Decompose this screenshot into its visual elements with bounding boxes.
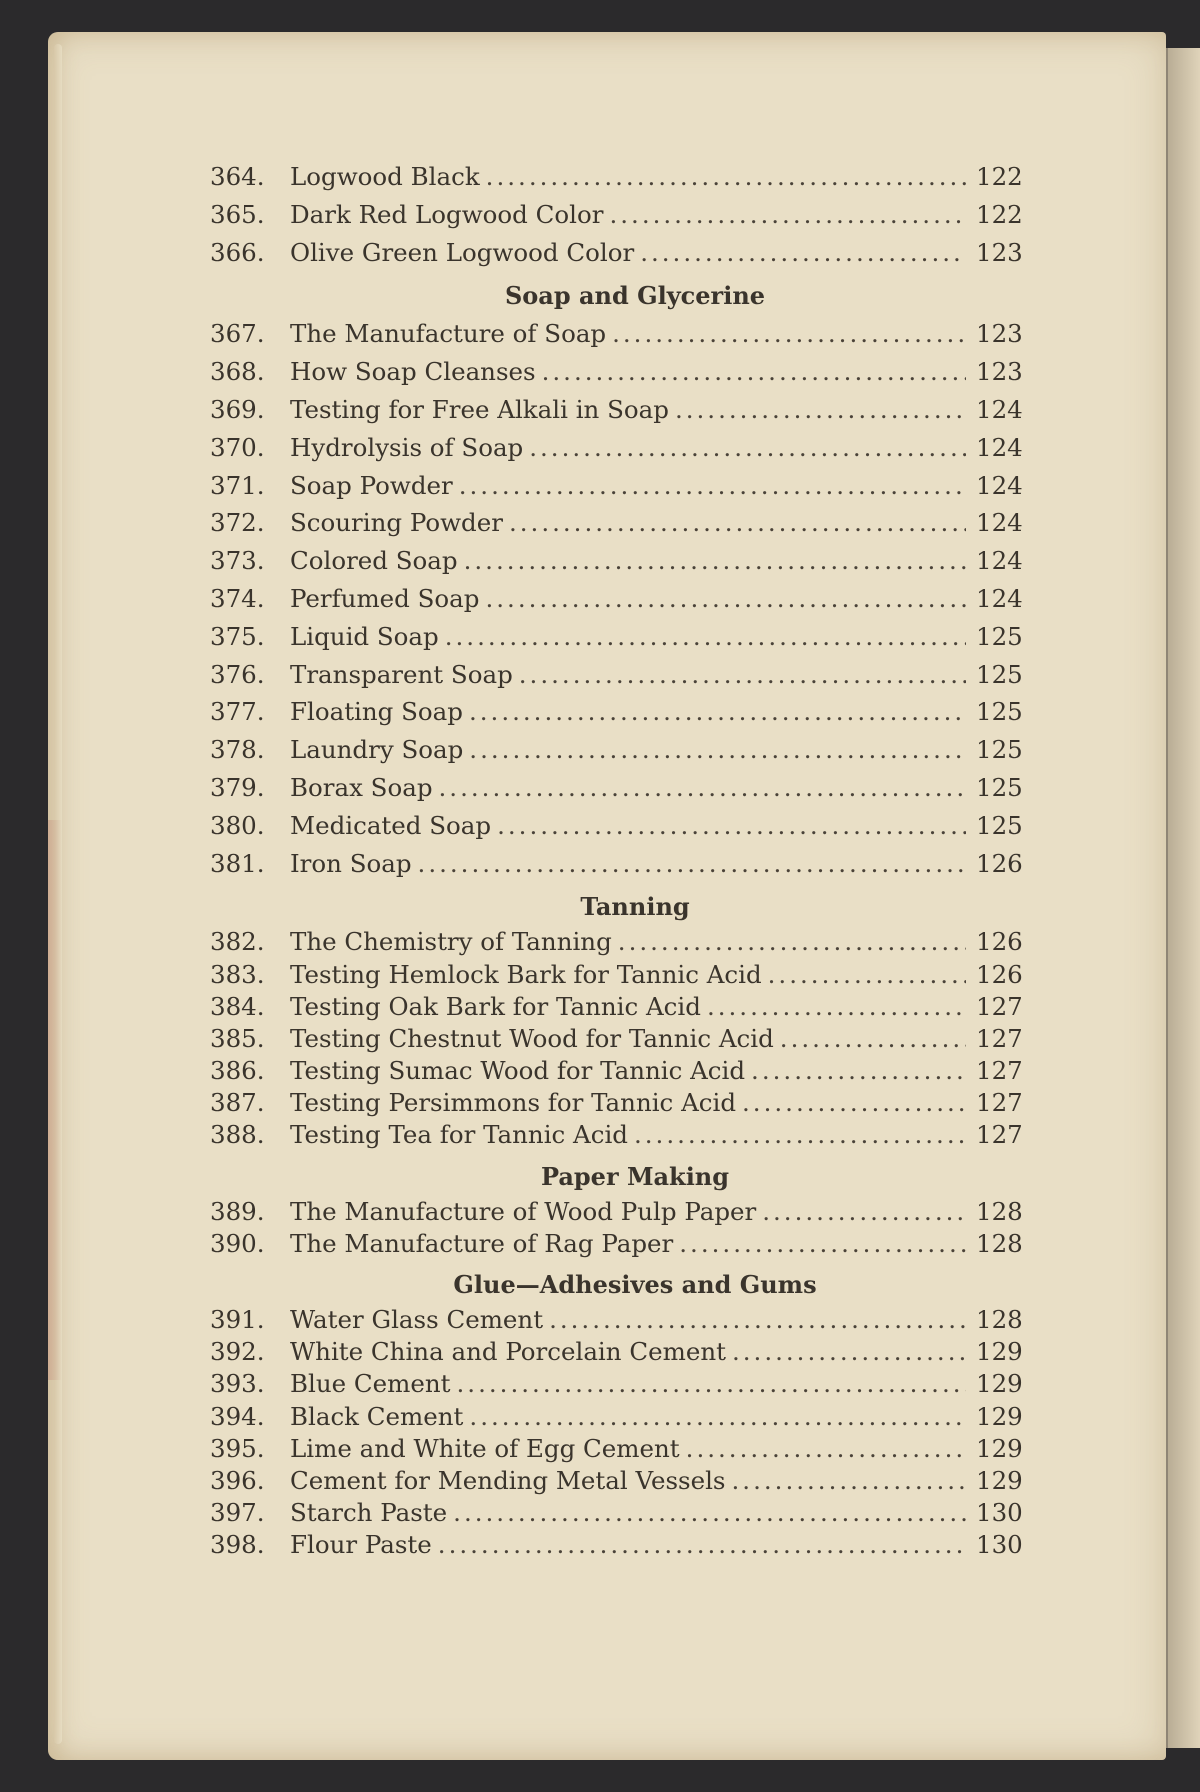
toc-entry (210, 580, 1023, 618)
entry-title: Testing Persimmons for Tannic Acid (290, 1088, 737, 1118)
entry-number: 381. (210, 848, 265, 878)
toc-entry (210, 1196, 1023, 1228)
dot-leader (529, 429, 966, 467)
entry-number: 385. (210, 1023, 265, 1053)
toc-entry (210, 926, 1023, 958)
entry-title: Laundry Soap (290, 735, 464, 765)
dot-leader (549, 1304, 966, 1336)
entry-page-number: 125 (976, 697, 1023, 727)
entry-number: 371. (210, 470, 265, 500)
toc-entry (210, 769, 1023, 807)
toc-entry (210, 656, 1023, 694)
dot-leader (497, 807, 966, 845)
entry-title: Testing Oak Bark for Tannic Acid (290, 991, 701, 1021)
dot-leader (486, 158, 966, 196)
toc-entry (210, 807, 1023, 845)
entry-page-number: 130 (976, 1498, 1023, 1528)
entry-title: Colored Soap (290, 546, 458, 576)
dot-leader (634, 1119, 966, 1151)
toc-entry (210, 1401, 1023, 1433)
entry-page-number: 125 (976, 621, 1023, 651)
toc-entry (210, 959, 1023, 991)
dot-leader (439, 769, 966, 807)
dot-leader (679, 1228, 966, 1260)
entry-number: 386. (210, 1056, 265, 1086)
entry-number: 382. (210, 927, 265, 957)
entry-title: Testing for Free Alkali in Soap (290, 394, 669, 424)
entry-number: 367. (210, 319, 265, 349)
dot-leader (751, 1055, 966, 1087)
toc-entry (210, 1433, 1023, 1465)
entry-page-number: 129 (976, 1337, 1023, 1367)
entry-number: 364. (210, 162, 265, 191)
toc-entry (210, 1087, 1023, 1119)
toc-entry (210, 1304, 1023, 1336)
dot-leader (459, 467, 966, 505)
section-heading: Tanning (580, 892, 690, 922)
entry-page-number: 125 (976, 659, 1023, 689)
toc-entry (210, 429, 1023, 467)
entry-page-number: 130 (976, 1530, 1023, 1560)
entry-number: 372. (210, 508, 265, 538)
dot-leader (609, 196, 966, 234)
entry-number: 368. (210, 357, 265, 387)
entry-page-number: 126 (976, 848, 1023, 878)
entry-title: Scouring Powder (290, 508, 503, 538)
entry-title: Dark Red Logwood Color (290, 199, 604, 229)
entry-title: Hydrolysis of Soap (290, 432, 524, 462)
table-of-contents (210, 158, 1023, 1562)
entry-page-number: 124 (976, 470, 1023, 500)
entry-page-number: 124 (976, 432, 1023, 462)
entry-page-number: 125 (976, 810, 1023, 840)
toc-entry (210, 353, 1023, 391)
entry-title: Blue Cement (290, 1369, 451, 1399)
toc-entry (210, 315, 1023, 353)
toc-entry (210, 196, 1023, 234)
entry-number: 395. (210, 1433, 265, 1463)
toc-entry (210, 1465, 1023, 1497)
dot-leader (612, 315, 966, 353)
entry-page-number: 123 (976, 357, 1023, 387)
entry-title: Cement for Mending Metal Vessels (290, 1465, 726, 1495)
toc-entry (210, 504, 1023, 542)
dot-leader (732, 1465, 967, 1497)
entry-title: Perfumed Soap (290, 583, 480, 613)
entry-page-number: 129 (976, 1369, 1023, 1399)
entry-number: 370. (210, 432, 265, 462)
dot-leader (707, 991, 966, 1023)
entry-number: 369. (210, 394, 265, 424)
dot-leader (457, 1368, 966, 1400)
dot-leader (542, 353, 966, 391)
entry-page-number: 122 (976, 162, 1023, 191)
entry-title: Testing Chestnut Wood for Tannic Acid (290, 1023, 774, 1053)
toc-entry (210, 618, 1023, 656)
entry-number: 387. (210, 1088, 265, 1118)
toc-entry (210, 1228, 1023, 1260)
entry-page-number: 128 (976, 1305, 1023, 1335)
dot-leader (469, 731, 966, 769)
entry-number: 390. (210, 1228, 265, 1258)
dot-leader (519, 656, 966, 694)
dot-leader (768, 959, 966, 991)
entry-title: The Chemistry of Tanning (290, 927, 612, 957)
dot-leader (469, 693, 966, 731)
entry-page-number: 124 (976, 508, 1023, 538)
dot-leader (732, 1336, 966, 1368)
entry-title: Starch Paste (290, 1498, 448, 1528)
entry-number: 374. (210, 583, 265, 613)
entry-title: Testing Hemlock Bark for Tannic Acid (290, 959, 762, 989)
toc-entry (210, 845, 1023, 883)
entry-title: Floating Soap (290, 697, 463, 727)
entry-title: The Manufacture of Wood Pulp Paper (290, 1196, 757, 1226)
entry-page-number: 128 (976, 1196, 1023, 1226)
entry-number: 366. (210, 237, 265, 267)
entry-title: Borax Soap (290, 772, 433, 802)
entry-number: 379. (210, 772, 265, 802)
toc-entry (210, 1055, 1023, 1087)
dot-leader (445, 618, 966, 656)
entry-page-number: 127 (976, 1056, 1023, 1086)
toc-entry (210, 158, 1023, 196)
entry-title: Flour Paste (290, 1530, 432, 1560)
entry-page-number: 123 (976, 237, 1023, 267)
section-heading: Soap and Glycerine (504, 281, 766, 311)
dot-leader (686, 1433, 966, 1465)
toc-entry (210, 1529, 1023, 1561)
entry-number: 396. (210, 1465, 265, 1495)
entry-number: 392. (210, 1337, 265, 1367)
toc-entry (210, 731, 1023, 769)
dot-leader (762, 1196, 966, 1228)
entry-title: Olive Green Logwood Color (290, 237, 635, 267)
entry-number: 378. (210, 735, 265, 765)
entry-title: Soap Powder (290, 470, 453, 500)
entry-title: Transparent Soap (290, 659, 513, 689)
entry-title: The Manufacture of Soap (290, 319, 607, 349)
entry-number: 393. (210, 1369, 265, 1399)
entry-number: 375. (210, 621, 265, 651)
entry-title: The Manufacture of Rag Paper (290, 1228, 674, 1258)
entry-title: Testing Tea for Tannic Acid (290, 1120, 628, 1150)
entry-number: 388. (210, 1120, 265, 1150)
dot-leader (464, 542, 966, 580)
toc-entry (210, 1497, 1023, 1529)
entry-page-number: 123 (976, 319, 1023, 349)
dot-leader (640, 234, 966, 272)
toc-entry (210, 1368, 1023, 1400)
entry-page-number: 126 (976, 959, 1023, 989)
entry-page-number: 129 (976, 1465, 1023, 1495)
toc-entry (210, 1119, 1023, 1151)
entry-title: Water Glass Cement (290, 1305, 544, 1335)
dot-leader (780, 1023, 966, 1055)
entry-number: 373. (210, 546, 265, 576)
dot-leader (453, 1497, 966, 1529)
entry-title: Lime and White of Egg Cement (290, 1433, 680, 1463)
entry-page-number: 127 (976, 1023, 1023, 1053)
entry-title: Liquid Soap (290, 621, 439, 651)
entry-page-number: 129 (976, 1401, 1023, 1431)
entry-page-number: 127 (976, 1088, 1023, 1118)
entry-number: 377. (210, 697, 265, 727)
entry-page-number: 127 (976, 991, 1023, 1021)
entry-page-number: 124 (976, 546, 1023, 576)
toc-entry (210, 467, 1023, 505)
entry-page-number: 128 (976, 1228, 1023, 1258)
toc-entry (210, 234, 1023, 272)
toc-entry (210, 542, 1023, 580)
toc-entry (210, 991, 1023, 1023)
entry-title: Iron Soap (290, 848, 412, 878)
entry-number: 394. (210, 1401, 265, 1431)
dot-leader (675, 391, 966, 429)
entry-title: Black Cement (290, 1401, 464, 1431)
entry-title: How Soap Cleanses (290, 357, 536, 387)
dot-leader (485, 580, 966, 618)
entry-page-number: 124 (976, 583, 1023, 613)
page-stain (48, 820, 62, 1380)
dot-leader (618, 926, 966, 958)
entry-page-number: 124 (976, 394, 1023, 424)
entry-number: 389. (210, 1196, 265, 1226)
dot-leader (418, 845, 966, 883)
entry-title: Testing Sumac Wood for Tannic Acid (290, 1056, 746, 1086)
toc-entry (210, 1336, 1023, 1368)
entry-page-number: 129 (976, 1433, 1023, 1463)
entry-number: 365. (210, 199, 265, 229)
dot-leader (469, 1401, 966, 1433)
entry-number: 398. (210, 1530, 265, 1560)
entry-title: White China and Porcelain Cement (290, 1337, 726, 1367)
entry-page-number: 127 (976, 1120, 1023, 1150)
toc-entry (210, 391, 1023, 429)
entry-number: 383. (210, 959, 265, 989)
section-heading: Paper Making (540, 1161, 730, 1191)
entry-number: 397. (210, 1498, 265, 1528)
entry-number: 391. (210, 1305, 265, 1335)
dot-leader (438, 1529, 966, 1561)
entry-title: Medicated Soap (290, 810, 492, 840)
entry-page-number: 125 (976, 772, 1023, 802)
facing-page-edge (1166, 48, 1200, 1748)
entry-number: 384. (210, 991, 265, 1021)
entry-title: Logwood Black (290, 162, 480, 191)
toc-entry (210, 1023, 1023, 1055)
section-heading: Glue—Adhesives and Gums (453, 1270, 817, 1300)
dot-leader (742, 1087, 966, 1119)
entry-page-number: 122 (976, 199, 1023, 229)
dot-leader (509, 504, 966, 542)
toc-entry (210, 693, 1023, 731)
entry-page-number: 125 (976, 735, 1023, 765)
entry-page-number: 126 (976, 927, 1023, 957)
entry-number: 380. (210, 810, 265, 840)
entry-number: 376. (210, 659, 265, 689)
